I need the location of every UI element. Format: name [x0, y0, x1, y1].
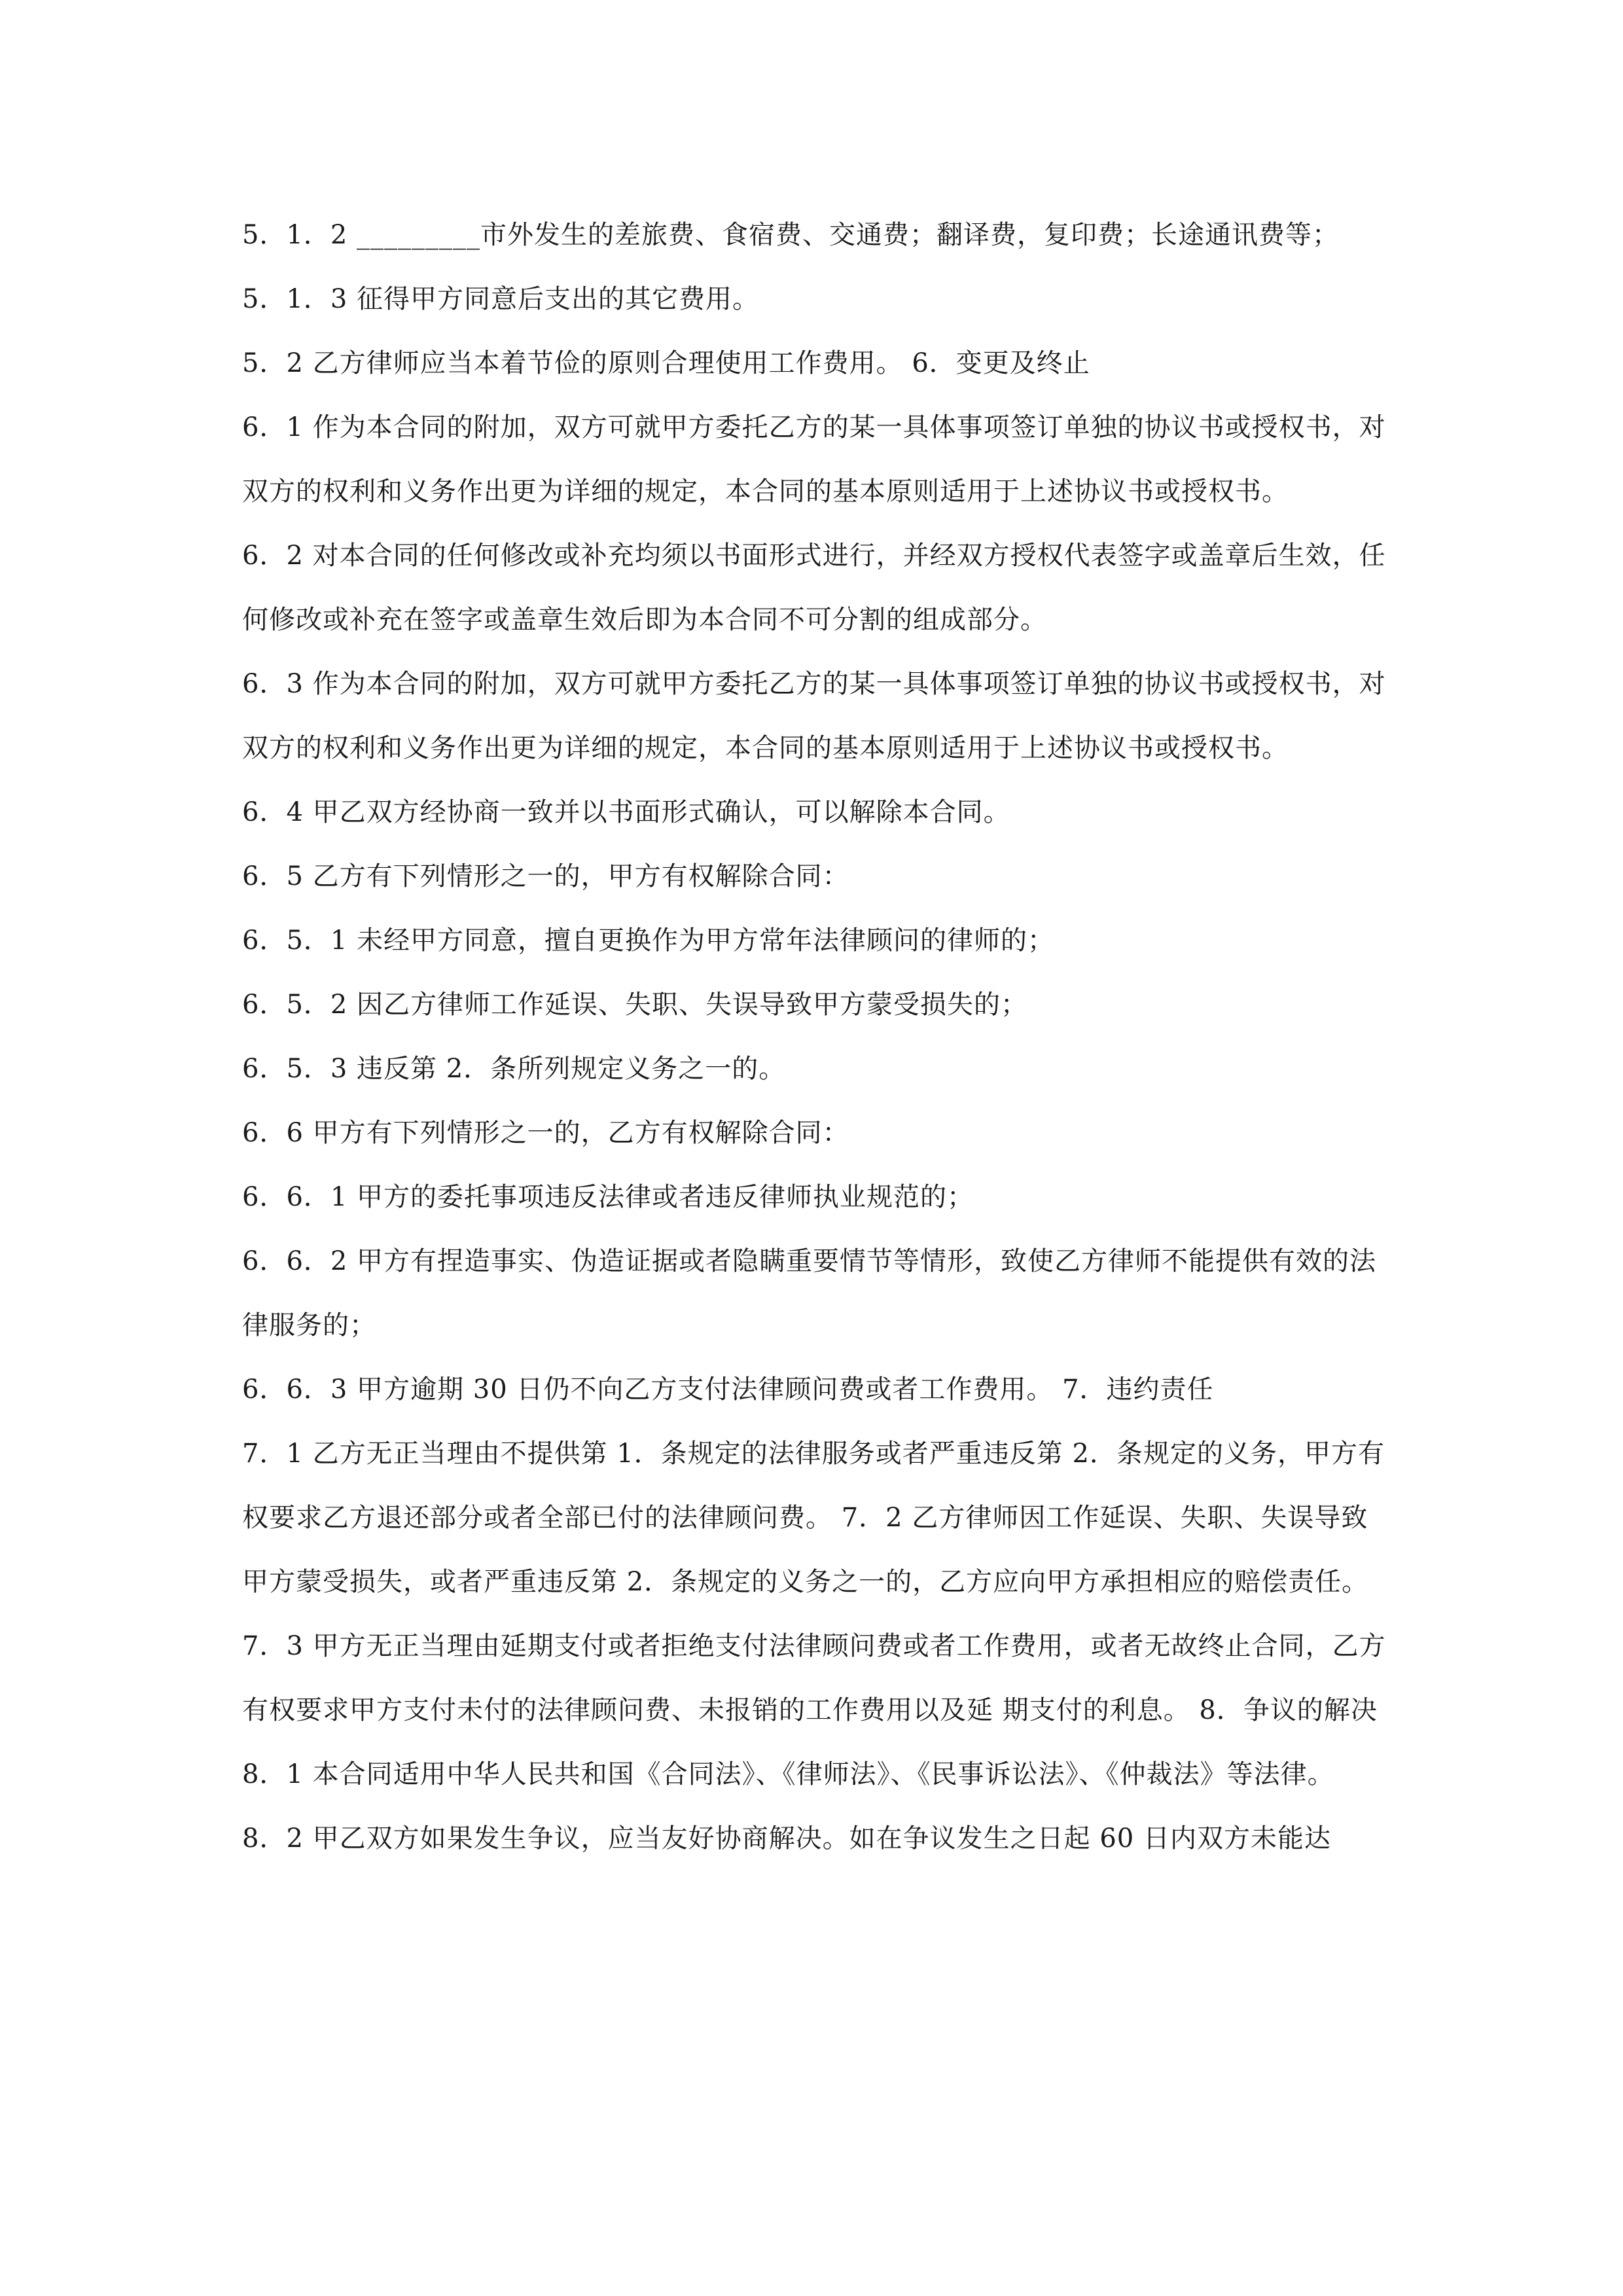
clause-6-5-3: 6．5．3 违反第 2．条所列规定义务之一的。 [242, 1054, 786, 1084]
clause-6-5-2: 6．5．2 因乙方律师工作延误、失职、失误导致甲方蒙受损失的； [242, 990, 1028, 1020]
clause-6-1: 6．1 作为本合同的附加，双方可就甲方委托乙方的某一具体事项签订单独的协议书或授权书，对双方的权利和义务作出更为详细的规定，本合同的基本原则适用于上述协议书或授权书。 [242, 412, 1386, 507]
clause-5-2: 5．2 乙方律师应当本着节俭的原则合理使用工作费用。 6．变更及终止 [242, 348, 1090, 378]
clause-7-3: 7．3 甲方无正当理由延期支付或者拒绝支付法律顾问费或者工作费用，或者无故终止合同，乙方有权要求甲方支付未付的法律顾问费、未报销的工作费用以及延 期支付的利息。 8．争议的解决 [242, 1631, 1386, 1725]
clause-7-1: 7．1 乙方无正当理由不提供第 1．条规定的法律服务或者严重违反第 2．条规定的义务，甲方有权要求乙方退还部分或者全部已付的法律顾问费。 7．2 乙方律师因工作延误、失职、失误导致甲方蒙受损失，或者严重违反第 2．条规定的义务之一的，乙方应向甲方承担相应的赔偿责任。 [242, 1439, 1385, 1597]
clause-6-3: 6．3 作为本合同的附加，双方可就甲方委托乙方的某一具体事项签订单独的协议书或授权书，对双方的权利和义务作出更为详细的规定，本合同的基本原则适用于上述协议书或授权书。 [242, 669, 1386, 763]
clause-6-6-3: 6．6．3 甲方逾期 30 日仍不向乙方支付法律顾问费或者工作费用。 7．违约责任 [242, 1374, 1214, 1405]
clause-6-6-2: 6．6．2 甲方有捏造事实、伪造证据或者隐瞒重要情节等情形，致使乙方律师不能提供有效的法律服务的； [242, 1246, 1377, 1340]
clause-8-2: 8．2 甲乙双方如果发生争议，应当友好协商解决。如在争议发生之日起 60 日内双方未能达 [242, 1823, 1331, 1854]
clause-8-1: 8．1 本合同适用中华人民共和国《合同法》、《律师法》、《民事诉讼法》、《仲裁法》等法律。 [242, 1759, 1334, 1789]
clause-6-2: 6．2 对本合同的任何修改或补充均须以书面形式进行，并经双方授权代表签字或盖章后生效，任何修改或补充在签字或盖章生效后即为本合同不可分割的组成部分。 [242, 541, 1386, 635]
clause-6-5: 6．5 乙方有下列情形之一的，甲方有权解除合同： [242, 861, 849, 891]
clause-5-1-2: 5．1．2 _________市外发生的差旅费、食宿费、交通费；翻译费，复印费；长途通讯费等； [242, 220, 1340, 250]
clause-6-5-1: 6．5．1 未经甲方同意，擅自更换作为甲方常年法律顾问的律师的； [242, 925, 1055, 956]
contract-text-body [242, 203, 1394, 1871]
clause-6-4: 6．4 甲乙双方经协商一致并以书面形式确认，可以解除本合同。 [242, 797, 1010, 827]
clause-6-6-1: 6．6．1 甲方的委托事项违反法律或者违反律师执业规范的； [242, 1182, 974, 1212]
clause-6-6: 6．6 甲方有下列情形之一的，乙方有权解除合同： [242, 1118, 849, 1148]
clause-5-1-3: 5．1．3 征得甲方同意后支出的其它费用。 [242, 284, 760, 314]
